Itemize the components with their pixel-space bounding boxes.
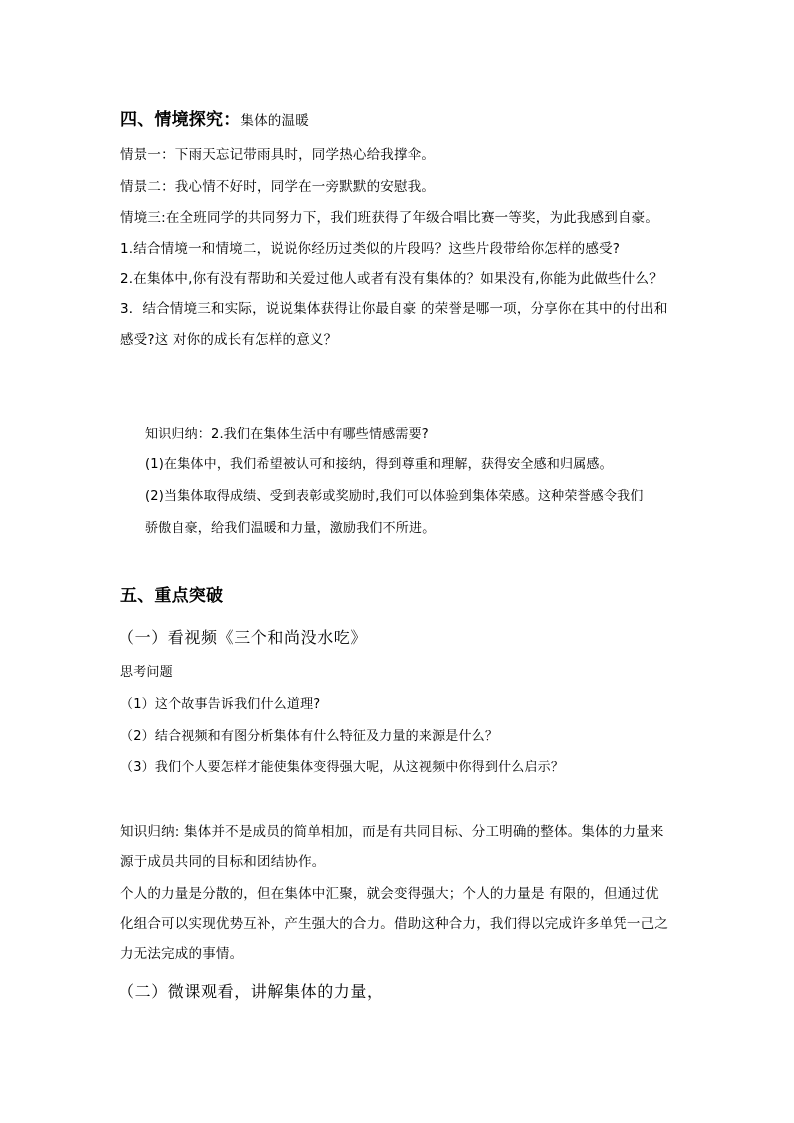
knowledge-point-1: (1)在集体中，我们希望被认可和接纳，得到尊重和理解，获得安全感和归属感。 xyxy=(145,457,613,472)
knowledge-point-2-line2: 骄傲自豪，给我们温暖和力量，激励我们不所进。 xyxy=(145,521,436,536)
think-question-2: （2）结合视频和有图分析集体有什么特征及力量的来源是什么？ xyxy=(120,729,499,744)
section4-subtitle: 集体的温暖 xyxy=(240,113,309,129)
section4-title: 四、情境探究： xyxy=(120,110,241,130)
part2-title: （二）微课观看，讲解集体的力量， xyxy=(118,982,384,1001)
scenario-3: 情境三:在全班同学的共同努力下，我们班获得了年级合唱比赛一等奖，为此我感到自豪。 xyxy=(120,210,660,226)
knowledge-title: 知识归纳：2.我们在集体生活中有哪些情感需要? xyxy=(145,427,429,442)
question-3-line2: 感受?这 对你的成长有怎样的意义？ xyxy=(120,332,338,348)
think-label: 思考问题 xyxy=(120,665,173,680)
knowledge2-line5: 力无法完成的事情。 xyxy=(120,946,244,962)
think-question-1: （1）这个故事告诉我们什么道理? xyxy=(120,697,321,712)
part1-title: （一）看视频《三个和尚没水吃》 xyxy=(118,628,368,647)
question-2: 2.在集体中,你有没有帮助和关爱过他人或者有没有集体的？如果没有,你能为此做些什么？ xyxy=(120,271,663,287)
section5-title: 五、重点突破 xyxy=(120,586,224,606)
knowledge2-line2: 源于成员共同的目标和团结协作。 xyxy=(120,854,326,870)
section4-heading xyxy=(120,109,309,132)
question-1: 1.结合情境一和情境二，说说你经历过类似的片段吗？这些片段带给你怎样的感受? xyxy=(120,241,621,257)
scenario-2: 情景二：我心情不好时，同学在一旁默默的安慰我。 xyxy=(120,179,436,195)
knowledge-point-2-line1: (2)当集体取得成绩、受到表彰或奖励时,我们可以体验到集体荣感。这种荣誉感令我们 xyxy=(145,489,644,504)
think-question-3: （3）我们个人要怎样才能使集体变得强大呢，从这视频中你得到什么启示？ xyxy=(120,760,565,775)
knowledge2-line1: 知识归纳: 集体并不是成员的简单相加，而是有共同目标、分工明确的整体。集体的力量来 xyxy=(120,824,664,840)
knowledge2-line3: 个人的力量是分散的，但在集体中汇聚，就会变得强大；个人的力量是 有限的，但通过优 xyxy=(120,886,659,902)
knowledge2-line4: 化组合可以实现优势互补，产生强大的合力。借助这种合力，我们得以完成许多单凭一己之 xyxy=(120,916,668,932)
question-3-line1: 3．结合情境三和实际，说说集体获得让你最自豪 的荣誉是哪一项，分享你在其中的付出和 xyxy=(120,301,668,317)
scenario-1: 情景一：下雨天忘记带雨具时，同学热心给我撑伞。 xyxy=(120,147,436,163)
